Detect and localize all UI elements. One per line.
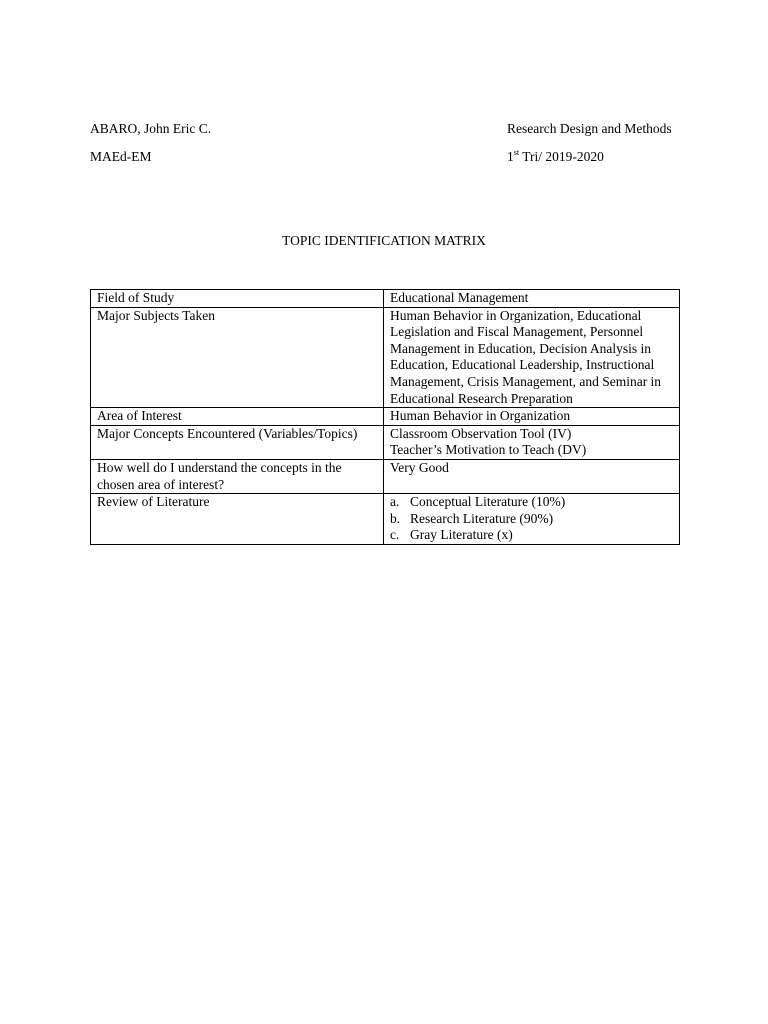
row-label: Field of Study <box>91 290 384 308</box>
variable-dv: Teacher’s Motivation to Teach (DV) <box>390 442 587 458</box>
term-ordinal-suffix: st <box>513 147 520 157</box>
list-item <box>390 494 675 511</box>
list-item <box>390 511 675 528</box>
table-row <box>91 408 680 426</box>
topic-matrix-table <box>90 289 680 545</box>
table-row <box>91 290 680 308</box>
literature-list <box>390 494 675 544</box>
term-number: 1 <box>507 149 514 164</box>
term-label <box>507 149 604 166</box>
term-rest: Tri/ 2019-2020 <box>519 149 604 164</box>
row-label: Review of Literature <box>91 494 384 545</box>
subject-name: Research Design and Methods <box>507 121 672 136</box>
row-value <box>384 425 680 459</box>
list-item-text: Research Literature (90%) <box>410 510 554 526</box>
table-row <box>91 459 680 493</box>
list-item-text: Gray Literature (x) <box>410 527 513 543</box>
row-value: Human Behavior in Organization <box>384 408 680 426</box>
row-value <box>384 494 680 545</box>
row-label: Major Subjects Taken <box>91 307 384 408</box>
row-value: Very Good <box>384 459 680 493</box>
variable-iv: Classroom Observation Tool (IV) <box>390 425 572 441</box>
table-row <box>91 425 680 459</box>
student-name: ABARO, John Eric C. <box>90 121 212 136</box>
program-name: MAEd-EM <box>90 149 152 164</box>
row-label: How well do I understand the concepts in the chosen area of interest? <box>91 459 384 493</box>
list-marker: a. <box>390 494 400 510</box>
row-value: Educational Management <box>384 290 680 308</box>
list-item-text: Conceptual Literature (10%) <box>410 494 566 510</box>
row-label: Area of Interest <box>91 408 384 426</box>
list-marker: b. <box>390 510 401 526</box>
row-label: Major Concepts Encountered (Variables/Topics) <box>91 425 384 459</box>
list-marker: c. <box>390 527 400 543</box>
table-row <box>91 307 680 408</box>
row-value: Human Behavior in Organization, Educational Legislation and Fiscal Management, Personnel Management in Education, Decision Analysis in Education, Educational Leadership, Instructional Management, Crisis Management, and Seminar in Educational Research Preparation <box>384 307 680 408</box>
table-row <box>91 494 680 545</box>
document-title: TOPIC IDENTIFICATION MATRIX <box>282 233 486 248</box>
list-item <box>390 527 675 544</box>
